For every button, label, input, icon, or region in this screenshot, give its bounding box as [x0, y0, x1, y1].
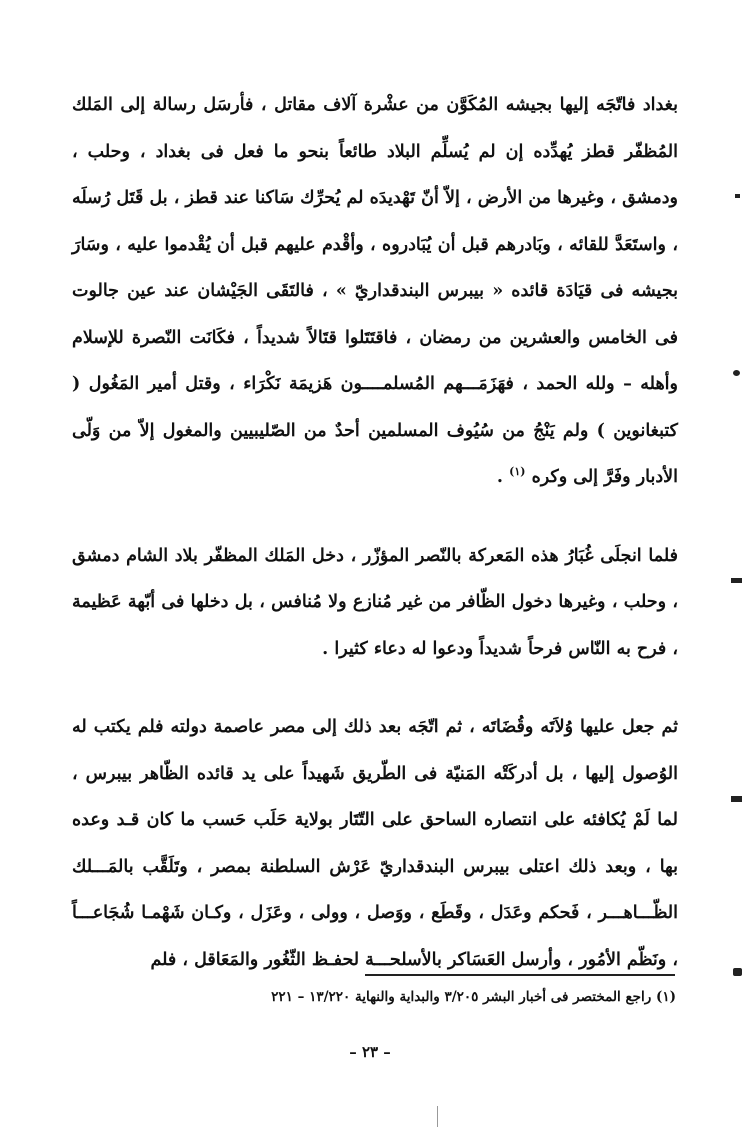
- page-number: – ٢٣ –: [349, 1043, 391, 1061]
- scan-mark: [733, 370, 740, 376]
- scan-mark: [731, 796, 742, 802]
- binding-line: [437, 1106, 438, 1127]
- footnote: (١) راجع المختصر فى أخبار البشر ٣/٢٠٥ والبداية والنهاية ١٣/٢٢٠ – ٢٢١: [271, 989, 676, 1005]
- scan-mark: [735, 194, 740, 198]
- body-text: [72, 82, 678, 983]
- paragraph-1-tail: .: [496, 467, 510, 487]
- footnote-reference: (١): [509, 465, 526, 479]
- scan-mark: [731, 578, 742, 583]
- paragraph-1: [72, 82, 678, 501]
- paragraph-3: ثم جعل عليها وُلاَتَه وقُضَاتَه ، ثم اتّجَه بعد ذلك إلى مصر عاصمة دولته فلم يكتب له الوُصول إليها ، بل أدركَتْه المَنيّة فى الطّريق شَهيداً على يد قائده الظّاهر بيبرس ، لما لَمْ يُكافئه على انتصاره الساحق على التّتَار بولاية حَلَب حَسب ما كان قـد وعده بها ، وبعد ذلك اعتلى بيبرس البندقداريّ عَرْش السلطنة بمصر ، وتَلَقَّب بالمَـــلك الظّـــاهـــر ، فَحكم وعَدَل ، وقَطَع ، ووَصل ، وولى ، وعَزَل ، وكـان شَهْمـا شُجَاعـــاً ، ونَظّم الأمُور ، وأرسل العَسَاكر بالأسلحـــة لحفـظ الثّغُور والمَعَاقل ، فلم: [72, 717, 678, 970]
- footnote-separator: [365, 974, 675, 976]
- paragraph-2: فلما انجلَى غُبَارُ هذه المَعركة بالنّصر المؤزّر ، دخل المَلك المظفّر بلاد الشام دمشق ، وحلب ، وغيرها دخول الظّافر من غير مُنازع ولا مُنافس ، بل دخلها فى أبّهة عَظيمة ، فرح به النّاس فرحاً شديداً ودعوا له دعاء كثيرا .: [72, 545, 678, 659]
- scan-mark: [733, 968, 742, 976]
- paragraph-1-text: بغداد فاتّجَه إليها بجيشه المُكَوَّن من عشْرة آلاف مقاتل ، فأرسَل رسالة إلى المَلك المُظفّر قطز يُهدِّده إن لم يُسلِّم البلاد طائعاً بنحو ما فعل فى بغداد ، وحلب ، ودمشق ، وغيرها من الأرض ، إلاّ أنّ تَهْديدَه لم يُحرِّك سَاكنا عند قطز ، بل قَتَل رُسلَه ، واستَعَدَّ للقائه ، وبَادرهم قبل أن يُبَادروه ، وأقْدم عليهم قبل أن يُقْدموا عليه ، وسَارَ بجيشه فى قيَادَة قائده « بيبرس البندقداريّ » ، فالتَقَى الجَيْشان عند عين جالوت فى الخامس والعشرين من رمضان ، فاقتَتَلوا قتَالاً شديداً ، فكَانَت النّصرة للإسلام وأهله – ولله الحمد ، فهَزَمَـــهم المُسلمــــون هَزيمَة نَكْرَاء ، وقتل أمير المَغُول ( كتبغانوين ) ولم يَنْجُ من سُيُوف المسلمين أحدٌ من الصّليبيين والمغول إلاّ من وَلّى الأدبار وفَرَّ إلى وكره: [72, 95, 678, 487]
